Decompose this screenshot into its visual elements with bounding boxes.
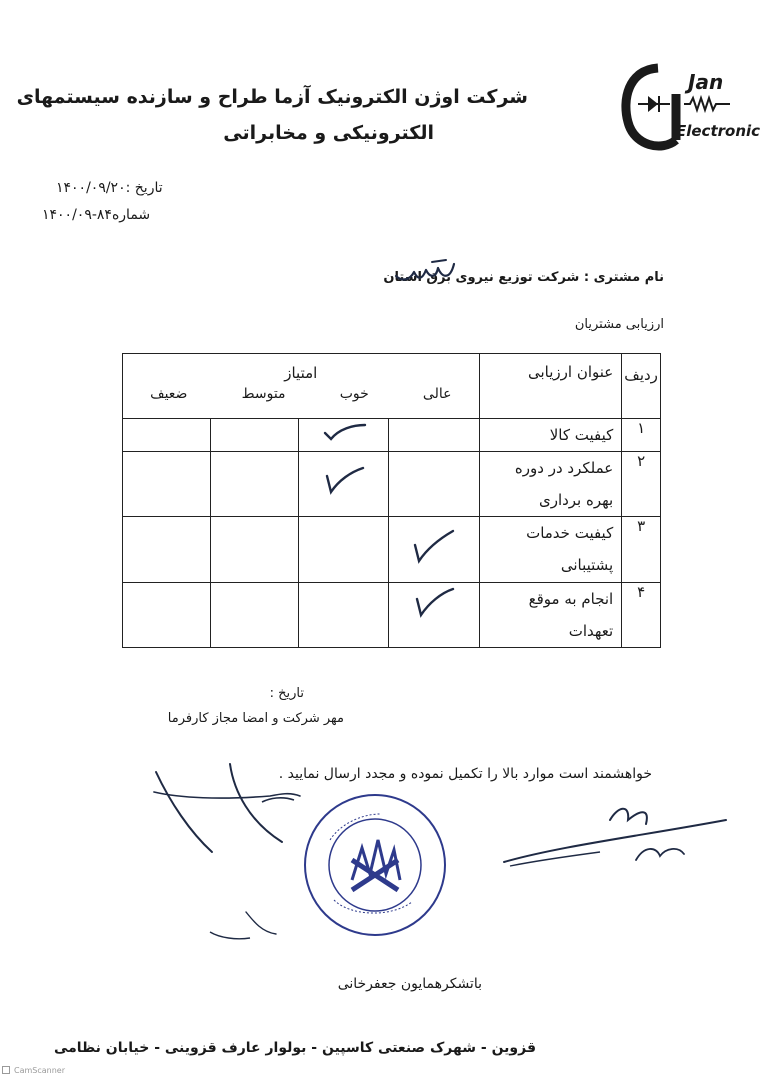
checkmark-icon [319, 462, 369, 502]
cell-average[interactable] [211, 517, 299, 583]
row-number: ۴ [622, 583, 661, 648]
logo-text-jan: Jan [688, 70, 724, 94]
company-logo [618, 60, 750, 160]
row-number: ۱ [622, 419, 661, 452]
row-title-line1: انجام به موقع [528, 590, 614, 608]
level-average: متوسط [241, 386, 286, 402]
cell-excellent[interactable] [389, 419, 479, 452]
table-header-row [123, 354, 661, 419]
row-number: ۲ [622, 452, 661, 517]
header-score-label: امتیاز [284, 364, 318, 382]
cell-good[interactable] [299, 583, 389, 648]
level-weak: ضعیف [150, 386, 188, 402]
handwritten-province-lorestan [392, 258, 458, 286]
cell-weak[interactable] [123, 517, 211, 583]
cell-weak[interactable] [123, 452, 211, 517]
cell-weak[interactable] [123, 419, 211, 452]
handwritten-signature-left [150, 762, 320, 942]
handwritten-signature-right [500, 800, 730, 880]
company-name-line2: الکترونیکی و مخابراتی [223, 122, 434, 144]
logo-text-electronic: Electronic [676, 122, 761, 140]
row-title-line1: کیفیت خدمات [526, 524, 614, 542]
row-title [479, 583, 622, 648]
cell-excellent[interactable] [389, 517, 479, 583]
signature-date-label: تاریخ : [269, 686, 304, 701]
company-stamp [300, 790, 450, 940]
customer-name-label: نام مشتری : شرکت توزیع نیروی برق استان [383, 270, 664, 285]
row-title [479, 517, 622, 583]
level-good: خوب [339, 386, 369, 402]
checkmark-icon [319, 419, 369, 443]
table-row [123, 452, 661, 517]
evaluation-title: ارزیابی مشتریان [574, 317, 664, 332]
row-title-line1: کیفیت کالا [549, 426, 614, 444]
table-row [123, 583, 661, 648]
document-number: شماره۸۴-۱۴۰۰/۰۹ [42, 207, 151, 223]
checkmark-icon [409, 585, 459, 621]
evaluation-table [122, 353, 661, 648]
row-title-line1: عملکرد در دوره [514, 459, 614, 477]
request-message: خواهشمند است موارد بالا را تکمیل نموده و مجدد ارسال نمایید . [278, 766, 652, 782]
row-title [479, 452, 622, 517]
scanner-watermark: CamScanner [14, 1066, 66, 1075]
cell-good[interactable] [299, 517, 389, 583]
cell-weak[interactable] [123, 583, 211, 648]
header-title [479, 354, 622, 419]
cell-average[interactable] [211, 419, 299, 452]
score-levels [123, 386, 479, 402]
header-title-label: عنوان ارزیابی [527, 363, 614, 381]
cell-good[interactable] [299, 419, 389, 452]
seal-signature-label: مهر شرکت و امضا مجاز کارفرما [167, 711, 344, 726]
row-title-line2: بهره برداری [538, 491, 614, 509]
cell-average[interactable] [211, 452, 299, 517]
cell-good[interactable] [299, 452, 389, 517]
company-address: قزوین - شهرک صنعتی کاسپین - بولوار عارف قزوینی - خیابان نظامی [53, 1040, 536, 1056]
header-score [123, 354, 480, 419]
checkmark-icon [409, 525, 459, 569]
thanks-signoff: باتشکرهمایون جعفرخانی [337, 976, 482, 992]
row-title-line2: پشتیبانی [560, 556, 614, 574]
document-date: تاریخ :۱۴۰۰/۰۹/۲۰ [56, 180, 163, 196]
scanner-icon [2, 1066, 10, 1074]
table-row [123, 517, 661, 583]
header-row-number-label: ردیف [624, 366, 658, 384]
row-title-line2: تعهدات [568, 622, 614, 640]
cell-excellent[interactable] [389, 583, 479, 648]
company-name-line1: شرکت اوژن الکترونیک آزما طراح و سازنده سیستمهای [16, 86, 528, 108]
row-number: ۳ [622, 517, 661, 583]
level-excellent: عالی [422, 386, 452, 402]
cell-excellent[interactable] [389, 452, 479, 517]
table-row [123, 419, 661, 452]
header-row-number [622, 354, 661, 419]
row-title [479, 419, 622, 452]
cell-average[interactable] [211, 583, 299, 648]
